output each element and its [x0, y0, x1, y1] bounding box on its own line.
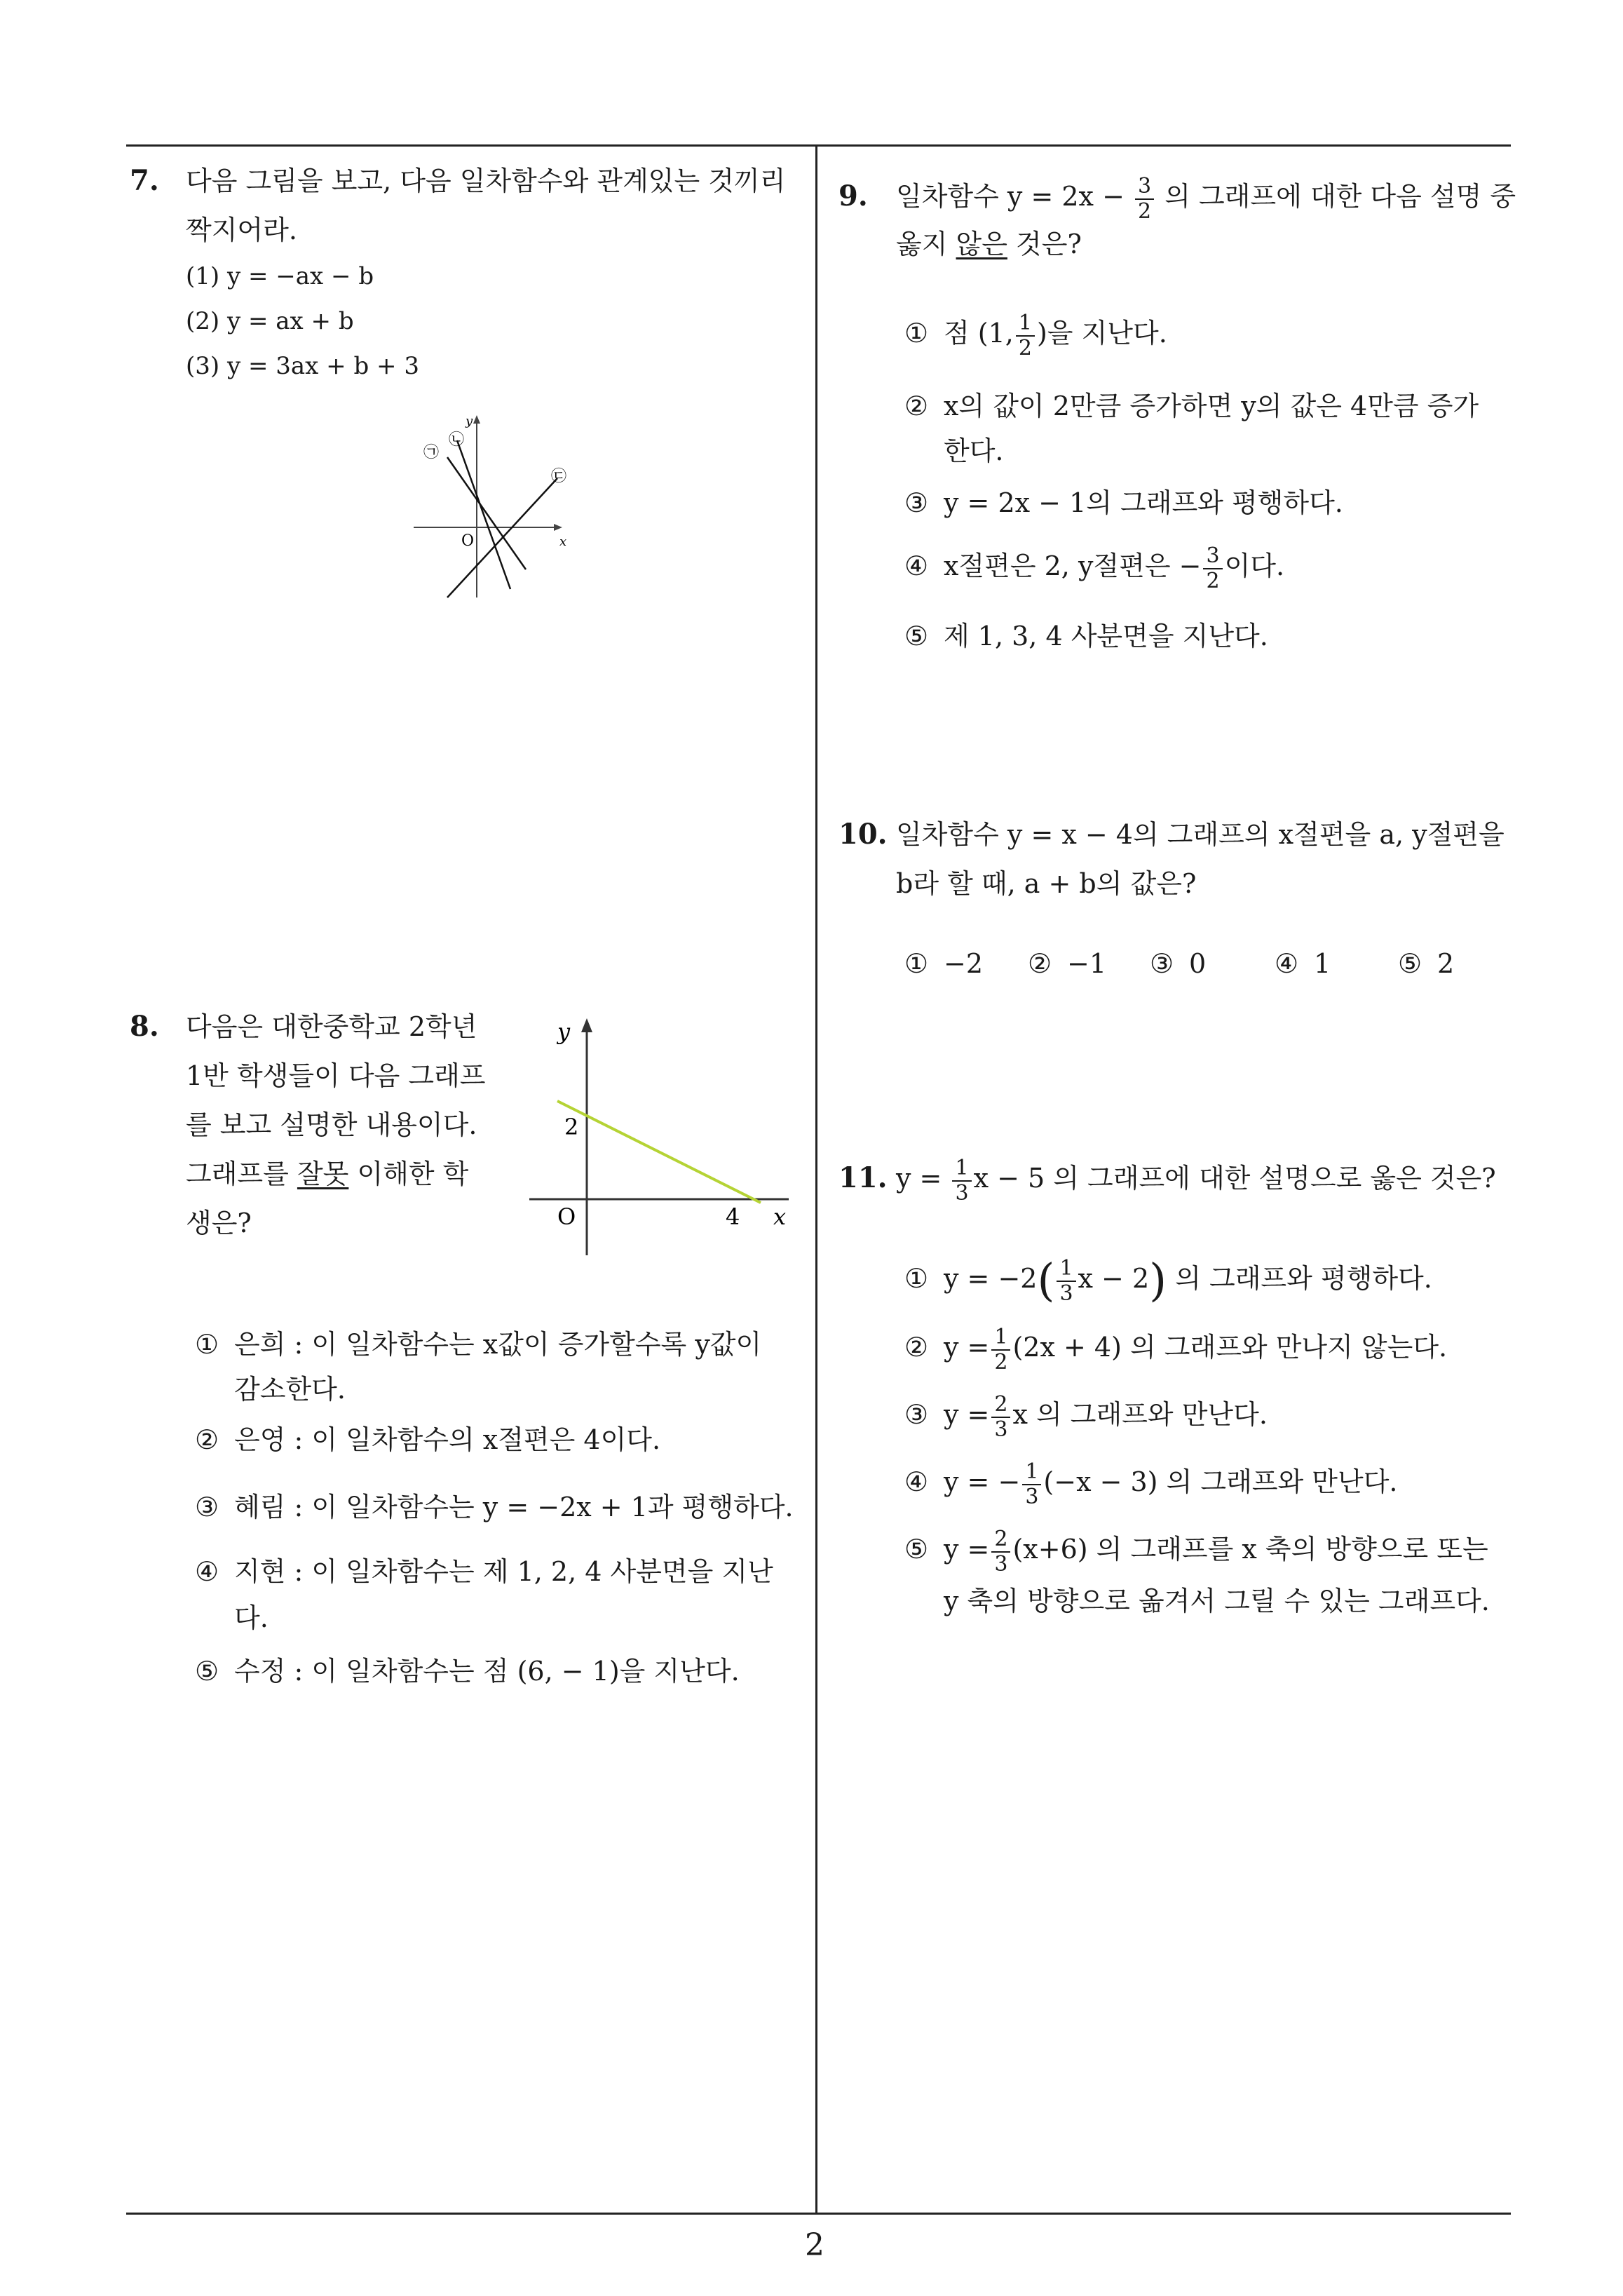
question-8-line3: 를 보고 설명한 내용이다.: [186, 1109, 477, 1140]
q7-y-arrow: [473, 415, 480, 424]
q8-x-label: x: [773, 1203, 787, 1230]
question-7-text-line2: 짝지어라.: [186, 215, 297, 245]
question-9-underlined: 않은: [956, 229, 1007, 259]
q7-label-digeut: ㉢: [551, 468, 567, 485]
q7-line-b: [457, 440, 510, 589]
q9-option-4[interactable]: ④ x절편은 2, y절편은 − $\frac{3}{2}$ 이다.: [904, 534, 1284, 597]
q10-option-2[interactable]: ② −1: [1028, 948, 1107, 979]
q8-x-tick: 4: [726, 1203, 740, 1230]
q9-option-1[interactable]: ① 점 (1, $\frac{1}{2}$ )을 지난다.: [904, 302, 1167, 365]
q8-option-3-mark: ③: [195, 1492, 219, 1522]
q11-option-4[interactable]: ④ y = − $\frac{1}{3}$ (−x − 3) 의 그래프와 만난다.: [904, 1459, 1398, 1509]
q7-x-arrow: [554, 524, 562, 531]
q7-line-a: [447, 457, 526, 569]
q9-option-3-mark: ③: [904, 487, 929, 518]
question-9-fraction: $\frac{3}{2}$: [1135, 175, 1154, 224]
q11-option-5[interactable]: ⑤ y = $\frac{2}{3}$ (x+6) 의 그래프를 x 축의 방향으로 또는: [904, 1526, 1488, 1576]
q8-y-arrow: [581, 1018, 592, 1032]
question-8-figure: [522, 1010, 803, 1262]
q11-option-3[interactable]: ③ y = $\frac{2}{3}$ x 의 그래프와 만난다.: [904, 1391, 1268, 1442]
question-9-line2: 옳지 않은 것은?: [896, 229, 1082, 259]
question-8-line4-a: 그래프를: [186, 1159, 289, 1189]
q10-option-5[interactable]: ⑤ 2: [1398, 948, 1455, 979]
question-8-number: 8.: [130, 1010, 159, 1043]
q7-y-label: y: [466, 414, 473, 428]
q8-option-1-mark: ①: [195, 1329, 219, 1360]
q8-option-1-text: 은희 : 이 일차함수는 x값이 증가할수록 y값이: [234, 1329, 762, 1360]
q9-option-2-cont: 한다.: [944, 435, 1004, 466]
q8-option-4-cont: 다.: [234, 1602, 269, 1633]
question-7-text-line1: 다음 그림을 보고, 다음 일차함수와 관계있는 것끼리: [186, 166, 786, 196]
q8-option-4-mark: ④: [195, 1556, 219, 1587]
q7-label-nieun: ㉡: [449, 431, 465, 449]
bottom-rule: [126, 2213, 1511, 2215]
q9-option-2-mark: ②: [904, 391, 929, 421]
q7-label-giyeok: ㉠: [423, 444, 440, 461]
q7-origin-label: O: [461, 532, 475, 550]
question-8-line4-underlined: 잘못: [297, 1159, 349, 1189]
column-divider: [815, 144, 817, 2213]
q8-origin-label: O: [557, 1203, 576, 1230]
q9-option-5[interactable]: ⑤ 제 1, 3, 4 사분면을 지난다.: [904, 621, 1268, 651]
question-7-item-1: (1) y = −ax − b: [186, 262, 374, 290]
question-10-line1: 일차함수 y = x − 4의 그래프의 x절편을 a, y절편을: [896, 819, 1505, 850]
q8-option-2-text: 은영 : 이 일차함수의 x절편은 4이다.: [234, 1424, 661, 1455]
question-8-line1: 다음은 대한중학교 2학년: [186, 1011, 477, 1042]
q9-option-4-mark: ④: [904, 551, 929, 581]
q10-option-4[interactable]: ④ 1: [1275, 948, 1331, 979]
question-8-line4-b: 이해한 학: [357, 1159, 469, 1189]
question-9-line1: [896, 161, 1516, 231]
q8-option-4-text: 지현 : 이 일차함수는 제 1, 2, 4 사분면을 지난: [234, 1556, 773, 1587]
q9-option-1-fraction: $\frac{1}{2}$: [1016, 311, 1035, 360]
question-10-line2: b라 할 때, a + b의 값은?: [896, 868, 1197, 899]
question-10-number: 10.: [838, 818, 888, 851]
q8-option-4[interactable]: [195, 1550, 773, 1588]
q8-y-label: y: [557, 1018, 571, 1045]
question-8-line2: 1반 학생들이 다음 그래프: [186, 1060, 486, 1091]
q8-option-5-text: 수정 : 이 일차함수는 점 (6, − 1)을 지난다.: [234, 1656, 740, 1687]
question-7-number: 7.: [130, 164, 159, 197]
question-9-post: 의 그래프에 대한 다음 설명 중: [1164, 181, 1516, 212]
q8-y-tick: 2: [564, 1114, 579, 1140]
question-11-number: 11.: [838, 1161, 888, 1194]
q8-option-2[interactable]: [195, 1418, 660, 1457]
q9-option-5-mark: ⑤: [904, 621, 929, 651]
q8-option-3-text: 혜림 : 이 일차함수는 y = −2x + 1과 평행하다.: [234, 1492, 794, 1522]
q10-option-1[interactable]: ① −2: [904, 948, 984, 979]
q11-option-2[interactable]: ② y = $\frac{1}{2}$ (2x + 4) 의 그래프와 만나지 않는다.: [904, 1324, 1448, 1375]
question-11-line1: y = $\frac{1}{3}$ x − 5 의 그래프에 대한 설명으로 옳은 것은?: [896, 1155, 1496, 1206]
q11-option-5-cont: y 축의 방향으로 옮겨서 그릴 수 있는 그래프다.: [944, 1586, 1490, 1616]
q8-option-2-mark: ②: [195, 1424, 219, 1455]
q9-option-3[interactable]: ③ y = 2x − 1의 그래프와 평행하다.: [904, 487, 1343, 518]
question-7-item-3: (3) y = 3ax + b + 3: [186, 352, 419, 380]
q10-option-3[interactable]: ③ 0: [1150, 948, 1207, 979]
q9-option-2[interactable]: ② x의 값이 2만큼 증가하면 y의 값은 4만큼 증가: [904, 391, 1479, 421]
question-9-pre: 일차함수 y = 2x −: [896, 181, 1125, 212]
q8-option-3[interactable]: [195, 1485, 794, 1524]
question-8-line4: [186, 1152, 468, 1196]
q8-option-1[interactable]: [195, 1323, 761, 1361]
q7-x-label: x: [559, 534, 567, 549]
q9-option-1-mark: ①: [904, 318, 929, 349]
question-8-line5: 생은?: [186, 1208, 252, 1238]
q11-option-1[interactable]: ① y = −2( $\frac{1}{3}$ x − 2) 의 그래프와 평행하다.: [904, 1255, 1432, 1307]
question-11-fraction: $\frac{1}{3}$: [952, 1156, 971, 1206]
q8-option-1-cont: 감소한다.: [234, 1374, 346, 1405]
page-number: 2: [805, 2227, 824, 2263]
question-9-number: 9.: [838, 180, 868, 212]
top-rule: [126, 144, 1511, 147]
q8-option-5-mark: ⑤: [195, 1656, 219, 1687]
question-7-figure: [407, 414, 575, 603]
q9-option-4-fraction: $\frac{3}{2}$: [1203, 544, 1222, 593]
q8-option-5[interactable]: [195, 1649, 740, 1688]
question-7-item-2: (2) y = ax + b: [186, 307, 354, 335]
